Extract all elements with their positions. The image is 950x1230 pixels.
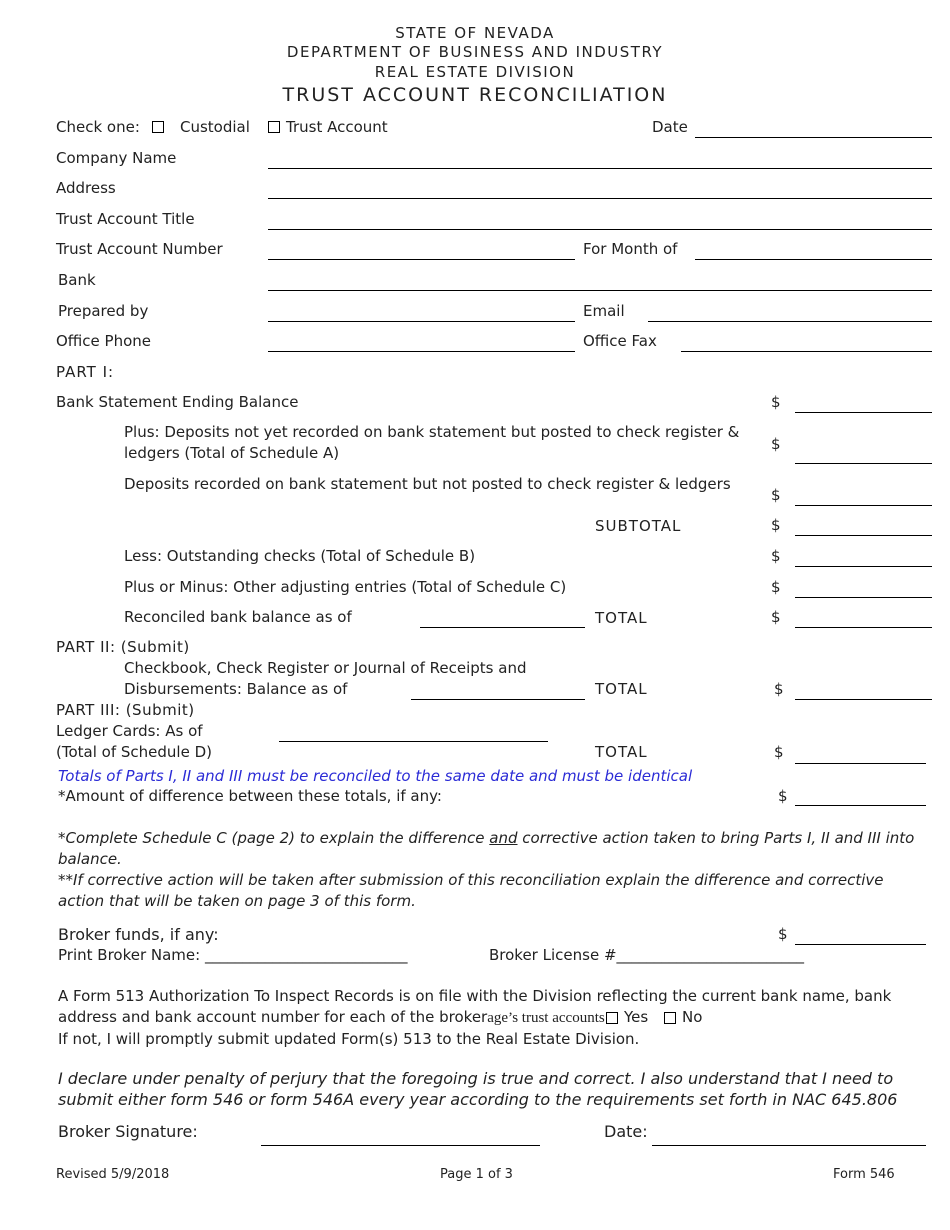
checkbook-line1: Checkbook, Check Register or Journal of Receipts and (124, 659, 527, 677)
header-state: STATE OF NEVADA (395, 24, 555, 42)
email-label: Email (583, 302, 625, 320)
trust-account-label: Trust Account (286, 118, 388, 136)
part1-total-label: TOTAL (595, 609, 648, 627)
broker-license[interactable]: Broker License #_________________________ (489, 946, 805, 964)
yes-label: Yes (624, 1008, 649, 1026)
footer-page: Page 1 of 3 (440, 1167, 513, 1182)
note-corrective-action: **If corrective action will be taken after submission of this reconciliation explain the difference and corrective action that will be taken on page 3 of this form. (58, 871, 884, 910)
page-title: TRUST ACCOUNT RECONCILIATION (282, 84, 668, 106)
yes-checkbox[interactable] (606, 1012, 618, 1024)
part3-date-field[interactable] (279, 741, 548, 742)
header-division: REAL ESTATE DIVISION (374, 63, 576, 81)
broker-signature-field[interactable] (261, 1145, 540, 1146)
for-month-of-label: For Month of (583, 240, 678, 258)
prepared-by-field[interactable] (268, 321, 575, 322)
trust-account-title-label: Trust Account Title (56, 210, 195, 228)
form513-line1: A Form 513 Authorization To Inspect Records is on file with the Division reflecting the current bank name, bank (58, 987, 892, 1005)
dollar-sign: $ (774, 743, 784, 761)
checkbook-line2: Disbursements: Balance as of (124, 680, 348, 698)
declaration: I declare under penalty of perjury that the foregoing is true and correct. I also understand that I need to submit either form 546 or form 546A every year according to the requirements set forth in NAC 645.806 (58, 1069, 898, 1109)
broker-funds-label: Broker funds, if any: (58, 925, 219, 944)
dollar-sign: $ (771, 608, 781, 626)
part2-total-amount[interactable] (795, 699, 932, 700)
for-month-of-field[interactable] (695, 259, 932, 260)
bank-field[interactable] (268, 290, 932, 291)
dollar-sign: $ (771, 486, 781, 504)
plus-deposits-line1: Plus: Deposits not yet recorded on bank statement but posted to check register & (124, 423, 740, 441)
outstanding-checks-label: Less: Outstanding checks (Total of Schedule B) (124, 547, 476, 565)
reconciled-balance-label: Reconciled bank balance as of (124, 608, 352, 626)
ledger-cards-line1: Ledger Cards: As of (56, 722, 203, 740)
broker-signature-label: Broker Signature: (58, 1122, 198, 1141)
adjusting-entries-label: Plus or Minus: Other adjusting entries (Total of Schedule C) (124, 578, 567, 596)
office-phone-field[interactable] (268, 351, 575, 352)
dollar-sign: $ (771, 547, 781, 565)
office-fax-label: Office Fax (583, 332, 657, 350)
email-field[interactable] (648, 321, 932, 322)
dollar-sign: $ (778, 787, 788, 805)
broker-funds-amount[interactable] (795, 944, 926, 945)
dollar-sign: $ (771, 435, 781, 453)
deposits-recorded-label: Deposits recorded on bank statement but not posted to check register & ledgers (124, 475, 731, 493)
subtotal-amount[interactable] (795, 535, 932, 536)
part3-total-amount[interactable] (795, 763, 926, 764)
part2-total-label: TOTAL (595, 680, 648, 698)
no-checkbox[interactable] (664, 1012, 676, 1024)
ledger-cards-line2: (Total of Schedule D) (56, 743, 212, 761)
deposits-recorded-amount[interactable] (795, 505, 932, 506)
form513-line3: If not, I will promptly submit updated Form(s) 513 to the Real Estate Division. (58, 1030, 640, 1048)
prepared-by-label: Prepared by (58, 302, 149, 320)
office-fax-field[interactable] (681, 351, 932, 352)
outstanding-checks-amount[interactable] (795, 566, 932, 567)
part3-total-label: TOTAL (595, 743, 648, 761)
footer-form: Form 546 (833, 1167, 895, 1182)
trust-account-title-field[interactable] (268, 229, 932, 230)
signature-date-field[interactable] (652, 1145, 926, 1146)
header-department: DEPARTMENT OF BUSINESS AND INDUSTRY (286, 43, 664, 61)
part2-heading: PART II: (Submit) (56, 638, 190, 656)
bank-label: Bank (58, 271, 96, 289)
part1-heading: PART I: (56, 363, 115, 381)
dollar-sign: $ (771, 578, 781, 596)
office-phone-label: Office Phone (56, 332, 152, 350)
part3-heading: PART III: (Submit) (56, 701, 195, 719)
form513-line2: address and bank account number for each of the brokerage’s trust accounts (58, 1008, 605, 1026)
dollar-sign: $ (771, 516, 781, 534)
custodial-label: Custodial (180, 118, 250, 136)
custodial-checkbox[interactable] (152, 121, 164, 133)
no-label: No (682, 1008, 703, 1026)
note-schedule-c: *Complete Schedule C (page 2) to explain the difference and corrective action taken to bring Parts I, II and III into balance. (58, 829, 915, 868)
subtotal-label: SUBTOTAL (595, 517, 682, 535)
trust-account-checkbox[interactable] (268, 121, 280, 133)
reconcile-note: Totals of Parts I, II and III must be reconciled to the same date and must be identical (58, 767, 693, 785)
footer-revised: Revised 5/9/2018 (56, 1167, 170, 1182)
plus-deposits-line2: ledgers (Total of Schedule A) (124, 444, 340, 462)
trust-account-number-field[interactable] (268, 259, 575, 260)
bank-statement-label: Bank Statement Ending Balance (56, 393, 299, 411)
part2-date-field[interactable] (411, 699, 585, 700)
address-label: Address (56, 179, 116, 197)
signature-date-label: Date: (604, 1122, 648, 1141)
company-name-label: Company Name (56, 149, 177, 167)
reconciled-date-field[interactable] (420, 627, 585, 628)
dollar-sign: $ (774, 680, 784, 698)
trust-account-number-label: Trust Account Number (56, 240, 223, 258)
difference-amount[interactable] (795, 805, 926, 806)
part1-total-amount[interactable] (795, 627, 932, 628)
difference-label: *Amount of difference between these totals, if any: (58, 787, 442, 805)
date-label: Date (652, 118, 688, 136)
company-name-field[interactable] (268, 168, 932, 169)
plus-deposits-amount[interactable] (795, 463, 932, 464)
print-broker-name[interactable]: Print Broker Name: ___________________________ (58, 946, 408, 964)
dollar-sign: $ (778, 925, 788, 943)
check-one-label: Check one: (56, 118, 140, 136)
adjusting-entries-amount[interactable] (795, 597, 932, 598)
date-field[interactable] (695, 137, 932, 138)
dollar-sign: $ (771, 393, 781, 411)
address-field[interactable] (268, 198, 932, 199)
bank-statement-amount[interactable] (795, 412, 932, 413)
